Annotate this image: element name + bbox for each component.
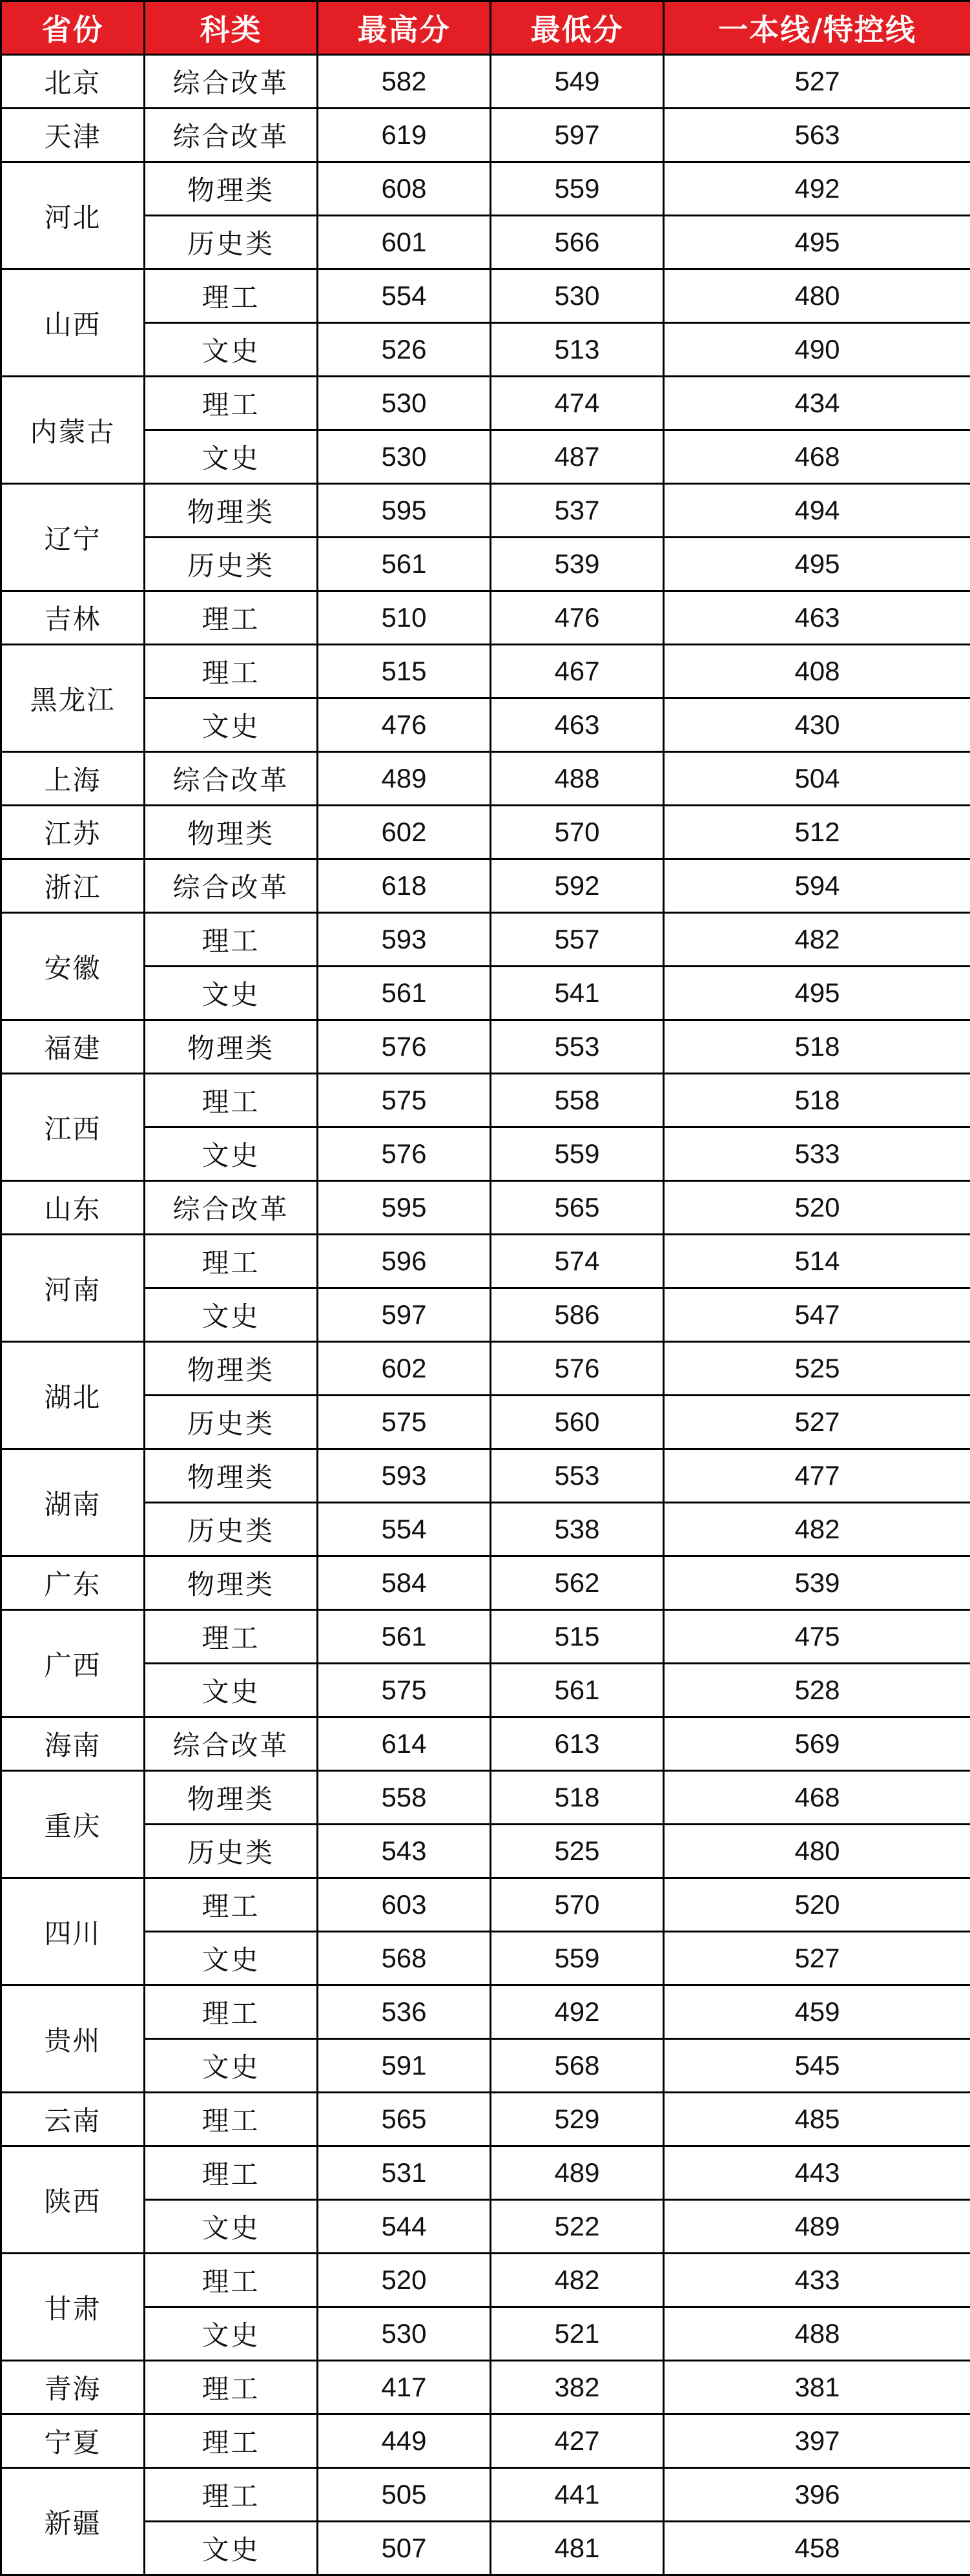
cutoff-line-cell: 528	[664, 1664, 970, 1717]
max-score-cell: 489	[318, 752, 491, 806]
min-score-cell: 467	[491, 645, 664, 698]
province-cell: 辽宁	[1, 484, 145, 591]
min-score-cell: 538	[491, 1503, 664, 1556]
table-row	[1, 109, 970, 162]
min-score-cell: 561	[491, 1664, 664, 1717]
subject-cell: 理工	[145, 2361, 318, 2414]
table-row	[1, 2093, 970, 2146]
min-score-cell: 553	[491, 1449, 664, 1503]
province-cell: 江苏	[1, 806, 145, 859]
min-score-cell: 566	[491, 216, 664, 269]
subject-cell: 文史	[145, 1288, 318, 1342]
subject-cell: 文史	[145, 1932, 318, 1985]
header-min-score: 最低分	[491, 1, 664, 55]
min-score-cell: 382	[491, 2361, 664, 2414]
min-score-cell: 525	[491, 1825, 664, 1878]
cutoff-line-cell: 430	[664, 698, 970, 752]
header-row	[1, 1, 970, 55]
cutoff-line-cell: 527	[664, 55, 970, 109]
cutoff-line-cell: 480	[664, 1825, 970, 1878]
max-score-cell: 543	[318, 1825, 491, 1878]
table-row	[1, 698, 970, 752]
subject-cell: 理工	[145, 269, 318, 323]
max-score-cell: 602	[318, 806, 491, 859]
cutoff-line-cell: 547	[664, 1288, 970, 1342]
table-row	[1, 2361, 970, 2414]
min-score-cell: 557	[491, 913, 664, 967]
max-score-cell: 526	[318, 323, 491, 377]
table-body	[1, 55, 970, 2575]
subject-cell: 历史类	[145, 1396, 318, 1449]
min-score-cell: 515	[491, 1610, 664, 1664]
header-max-score: 最高分	[318, 1, 491, 55]
table-row	[1, 2200, 970, 2254]
province-cell: 黑龙江	[1, 645, 145, 752]
header-subject: 科类	[145, 1, 318, 55]
province-cell: 上海	[1, 752, 145, 806]
max-score-cell: 449	[318, 2414, 491, 2468]
min-score-cell: 529	[491, 2093, 664, 2146]
subject-cell: 理工	[145, 377, 318, 430]
min-score-cell: 487	[491, 430, 664, 484]
min-score-cell: 553	[491, 1020, 664, 1074]
min-score-cell: 574	[491, 1235, 664, 1288]
min-score-cell: 463	[491, 698, 664, 752]
province-cell: 云南	[1, 2093, 145, 2146]
table-row	[1, 591, 970, 645]
min-score-cell: 592	[491, 859, 664, 913]
min-score-cell: 597	[491, 109, 664, 162]
min-score-cell: 570	[491, 806, 664, 859]
min-score-cell: 441	[491, 2468, 664, 2522]
cutoff-line-cell: 458	[664, 2522, 970, 2575]
province-cell: 山东	[1, 1181, 145, 1235]
subject-cell: 理工	[145, 2414, 318, 2468]
cutoff-line-cell: 520	[664, 1878, 970, 1932]
cutoff-line-cell: 525	[664, 1342, 970, 1396]
province-cell: 陕西	[1, 2146, 145, 2254]
subject-cell: 历史类	[145, 216, 318, 269]
min-score-cell: 474	[491, 377, 664, 430]
table-row	[1, 913, 970, 967]
province-cell: 四川	[1, 1878, 145, 1985]
cutoff-line-cell: 504	[664, 752, 970, 806]
max-score-cell: 561	[318, 967, 491, 1020]
subject-cell: 文史	[145, 1664, 318, 1717]
min-score-cell: 613	[491, 1717, 664, 1771]
min-score-cell: 565	[491, 1181, 664, 1235]
table-row	[1, 1664, 970, 1717]
province-cell: 广东	[1, 1556, 145, 1610]
max-score-cell: 417	[318, 2361, 491, 2414]
province-cell: 宁夏	[1, 2414, 145, 2468]
min-score-cell: 541	[491, 967, 664, 1020]
table-row	[1, 2039, 970, 2093]
table-row	[1, 1717, 970, 1771]
cutoff-line-cell: 533	[664, 1127, 970, 1181]
province-cell: 广西	[1, 1610, 145, 1717]
max-score-cell: 614	[318, 1717, 491, 1771]
max-score-cell: 618	[318, 859, 491, 913]
table-row	[1, 2254, 970, 2307]
max-score-cell: 601	[318, 216, 491, 269]
subject-cell: 历史类	[145, 1503, 318, 1556]
table-row	[1, 538, 970, 591]
province-cell: 新疆	[1, 2468, 145, 2575]
table-row	[1, 216, 970, 269]
max-score-cell: 619	[318, 109, 491, 162]
min-score-cell: 518	[491, 1771, 664, 1825]
province-cell: 天津	[1, 109, 145, 162]
min-score-cell: 570	[491, 1878, 664, 1932]
max-score-cell: 476	[318, 698, 491, 752]
subject-cell: 综合改革	[145, 55, 318, 109]
table-row	[1, 1985, 970, 2039]
subject-cell: 理工	[145, 1235, 318, 1288]
subject-cell: 综合改革	[145, 859, 318, 913]
max-score-cell: 554	[318, 1503, 491, 1556]
table-row	[1, 645, 970, 698]
province-cell: 河北	[1, 162, 145, 269]
subject-cell: 物理类	[145, 484, 318, 538]
table-row	[1, 1127, 970, 1181]
cutoff-line-cell: 475	[664, 1610, 970, 1664]
max-score-cell: 596	[318, 1235, 491, 1288]
table-row	[1, 430, 970, 484]
subject-cell: 文史	[145, 2307, 318, 2361]
max-score-cell: 536	[318, 1985, 491, 2039]
province-cell: 海南	[1, 1717, 145, 1771]
table-row	[1, 1771, 970, 1825]
min-score-cell: 482	[491, 2254, 664, 2307]
cutoff-line-cell: 468	[664, 1771, 970, 1825]
cutoff-line-cell: 563	[664, 109, 970, 162]
min-score-cell: 537	[491, 484, 664, 538]
header-cutoff-line: 一本线/特控线	[664, 1, 970, 55]
header-province: 省份	[1, 1, 145, 55]
min-score-cell: 522	[491, 2200, 664, 2254]
min-score-cell: 489	[491, 2146, 664, 2200]
subject-cell: 文史	[145, 698, 318, 752]
subject-cell: 物理类	[145, 1020, 318, 1074]
subject-cell: 理工	[145, 913, 318, 967]
max-score-cell: 515	[318, 645, 491, 698]
min-score-cell: 427	[491, 2414, 664, 2468]
max-score-cell: 554	[318, 269, 491, 323]
max-score-cell: 582	[318, 55, 491, 109]
subject-cell: 物理类	[145, 1771, 318, 1825]
table-row	[1, 2146, 970, 2200]
table-row	[1, 1503, 970, 1556]
table-row	[1, 1074, 970, 1127]
table-row	[1, 323, 970, 377]
subject-cell: 理工	[145, 2146, 318, 2200]
subject-cell: 物理类	[145, 806, 318, 859]
subject-cell: 文史	[145, 2522, 318, 2575]
max-score-cell: 530	[318, 2307, 491, 2361]
table-row	[1, 1181, 970, 1235]
subject-cell: 物理类	[145, 162, 318, 216]
cutoff-line-cell: 397	[664, 2414, 970, 2468]
max-score-cell: 505	[318, 2468, 491, 2522]
max-score-cell: 575	[318, 1074, 491, 1127]
table-row	[1, 377, 970, 430]
min-score-cell: 513	[491, 323, 664, 377]
subject-cell: 理工	[145, 1074, 318, 1127]
subject-cell: 文史	[145, 323, 318, 377]
table-row	[1, 1825, 970, 1878]
cutoff-line-cell: 489	[664, 2200, 970, 2254]
min-score-cell: 559	[491, 1932, 664, 1985]
subject-cell: 文史	[145, 2200, 318, 2254]
province-cell: 福建	[1, 1020, 145, 1074]
subject-cell: 理工	[145, 591, 318, 645]
province-cell: 浙江	[1, 859, 145, 913]
max-score-cell: 507	[318, 2522, 491, 2575]
cutoff-line-cell: 434	[664, 377, 970, 430]
cutoff-line-cell: 482	[664, 1503, 970, 1556]
min-score-cell: 559	[491, 162, 664, 216]
subject-cell: 综合改革	[145, 1717, 318, 1771]
province-cell: 江西	[1, 1074, 145, 1181]
table-row	[1, 752, 970, 806]
subject-cell: 物理类	[145, 1556, 318, 1610]
province-cell: 河南	[1, 1235, 145, 1342]
max-score-cell: 576	[318, 1020, 491, 1074]
cutoff-line-cell: 494	[664, 484, 970, 538]
province-cell: 青海	[1, 2361, 145, 2414]
max-score-cell: 593	[318, 913, 491, 967]
cutoff-line-cell: 527	[664, 1396, 970, 1449]
max-score-cell: 597	[318, 1288, 491, 1342]
cutoff-line-cell: 443	[664, 2146, 970, 2200]
table-row	[1, 484, 970, 538]
min-score-cell: 576	[491, 1342, 664, 1396]
subject-cell: 文史	[145, 2039, 318, 2093]
cutoff-line-cell: 512	[664, 806, 970, 859]
cutoff-line-cell: 381	[664, 2361, 970, 2414]
cutoff-line-cell: 495	[664, 216, 970, 269]
subject-cell: 综合改革	[145, 752, 318, 806]
cutoff-line-cell: 520	[664, 1181, 970, 1235]
table-row	[1, 2522, 970, 2575]
province-cell: 内蒙古	[1, 377, 145, 484]
max-score-cell: 591	[318, 2039, 491, 2093]
cutoff-line-cell: 492	[664, 162, 970, 216]
province-cell: 北京	[1, 55, 145, 109]
cutoff-line-cell: 545	[664, 2039, 970, 2093]
table-row	[1, 1342, 970, 1396]
min-score-cell: 539	[491, 538, 664, 591]
max-score-cell: 520	[318, 2254, 491, 2307]
table-row	[1, 1932, 970, 1985]
max-score-cell: 608	[318, 162, 491, 216]
cutoff-line-cell: 495	[664, 538, 970, 591]
cutoff-line-cell: 495	[664, 967, 970, 1020]
table-row	[1, 2307, 970, 2361]
max-score-cell: 531	[318, 2146, 491, 2200]
province-cell: 甘肃	[1, 2254, 145, 2361]
min-score-cell: 476	[491, 591, 664, 645]
max-score-cell: 561	[318, 1610, 491, 1664]
cutoff-line-cell: 485	[664, 2093, 970, 2146]
min-score-cell: 488	[491, 752, 664, 806]
province-cell: 吉林	[1, 591, 145, 645]
max-score-cell: 568	[318, 1932, 491, 1985]
cutoff-line-cell: 408	[664, 645, 970, 698]
province-cell: 安徽	[1, 913, 145, 1020]
subject-cell: 文史	[145, 1127, 318, 1181]
max-score-cell: 565	[318, 2093, 491, 2146]
subject-cell: 理工	[145, 2468, 318, 2522]
cutoff-line-cell: 459	[664, 1985, 970, 2039]
min-score-cell: 549	[491, 55, 664, 109]
subject-cell: 理工	[145, 2093, 318, 2146]
subject-cell: 理工	[145, 2254, 318, 2307]
table-row	[1, 1610, 970, 1664]
subject-cell: 综合改革	[145, 1181, 318, 1235]
cutoff-line-cell: 518	[664, 1020, 970, 1074]
province-cell: 湖北	[1, 1342, 145, 1449]
subject-cell: 综合改革	[145, 109, 318, 162]
max-score-cell: 602	[318, 1342, 491, 1396]
min-score-cell: 560	[491, 1396, 664, 1449]
cutoff-line-cell: 477	[664, 1449, 970, 1503]
max-score-cell: 584	[318, 1556, 491, 1610]
cutoff-line-cell: 518	[664, 1074, 970, 1127]
table-row	[1, 1878, 970, 1932]
cutoff-line-cell: 396	[664, 2468, 970, 2522]
cutoff-line-cell: 514	[664, 1235, 970, 1288]
table-row	[1, 1396, 970, 1449]
max-score-cell: 544	[318, 2200, 491, 2254]
table-row	[1, 859, 970, 913]
max-score-cell: 593	[318, 1449, 491, 1503]
subject-cell: 历史类	[145, 1825, 318, 1878]
cutoff-line-cell: 488	[664, 2307, 970, 2361]
max-score-cell: 530	[318, 377, 491, 430]
min-score-cell: 492	[491, 1985, 664, 2039]
table-row	[1, 806, 970, 859]
max-score-cell: 576	[318, 1127, 491, 1181]
table-row	[1, 967, 970, 1020]
min-score-cell: 521	[491, 2307, 664, 2361]
cutoff-line-cell: 594	[664, 859, 970, 913]
cutoff-line-cell: 527	[664, 1932, 970, 1985]
table-row	[1, 269, 970, 323]
max-score-cell: 595	[318, 484, 491, 538]
subject-cell: 历史类	[145, 538, 318, 591]
subject-cell: 理工	[145, 1610, 318, 1664]
table-row	[1, 2468, 970, 2522]
min-score-cell: 530	[491, 269, 664, 323]
cutoff-line-cell: 482	[664, 913, 970, 967]
subject-cell: 理工	[145, 1878, 318, 1932]
cutoff-line-cell: 539	[664, 1556, 970, 1610]
min-score-cell: 558	[491, 1074, 664, 1127]
table-row	[1, 1020, 970, 1074]
max-score-cell: 603	[318, 1878, 491, 1932]
cutoff-line-cell: 480	[664, 269, 970, 323]
province-cell: 重庆	[1, 1771, 145, 1878]
table-row	[1, 1449, 970, 1503]
min-score-cell: 481	[491, 2522, 664, 2575]
max-score-cell: 558	[318, 1771, 491, 1825]
subject-cell: 理工	[145, 645, 318, 698]
max-score-cell: 575	[318, 1664, 491, 1717]
table-row	[1, 1288, 970, 1342]
table-row	[1, 55, 970, 109]
cutoff-line-cell: 490	[664, 323, 970, 377]
max-score-cell: 595	[318, 1181, 491, 1235]
table-row	[1, 2414, 970, 2468]
subject-cell: 物理类	[145, 1342, 318, 1396]
subject-cell: 文史	[145, 430, 318, 484]
subject-cell: 物理类	[145, 1449, 318, 1503]
subject-cell: 理工	[145, 1985, 318, 2039]
cutoff-line-cell: 468	[664, 430, 970, 484]
max-score-cell: 530	[318, 430, 491, 484]
max-score-cell: 561	[318, 538, 491, 591]
cutoff-line-cell: 463	[664, 591, 970, 645]
table-row	[1, 1556, 970, 1610]
min-score-cell: 568	[491, 2039, 664, 2093]
province-cell: 山西	[1, 269, 145, 377]
province-cell: 湖南	[1, 1449, 145, 1556]
max-score-cell: 510	[318, 591, 491, 645]
cutoff-line-cell: 569	[664, 1717, 970, 1771]
min-score-cell: 559	[491, 1127, 664, 1181]
cutoff-line-cell: 433	[664, 2254, 970, 2307]
min-score-cell: 586	[491, 1288, 664, 1342]
table-row	[1, 1235, 970, 1288]
subject-cell: 文史	[145, 967, 318, 1020]
min-score-cell: 562	[491, 1556, 664, 1610]
province-cell: 贵州	[1, 1985, 145, 2093]
max-score-cell: 575	[318, 1396, 491, 1449]
table-row	[1, 162, 970, 216]
